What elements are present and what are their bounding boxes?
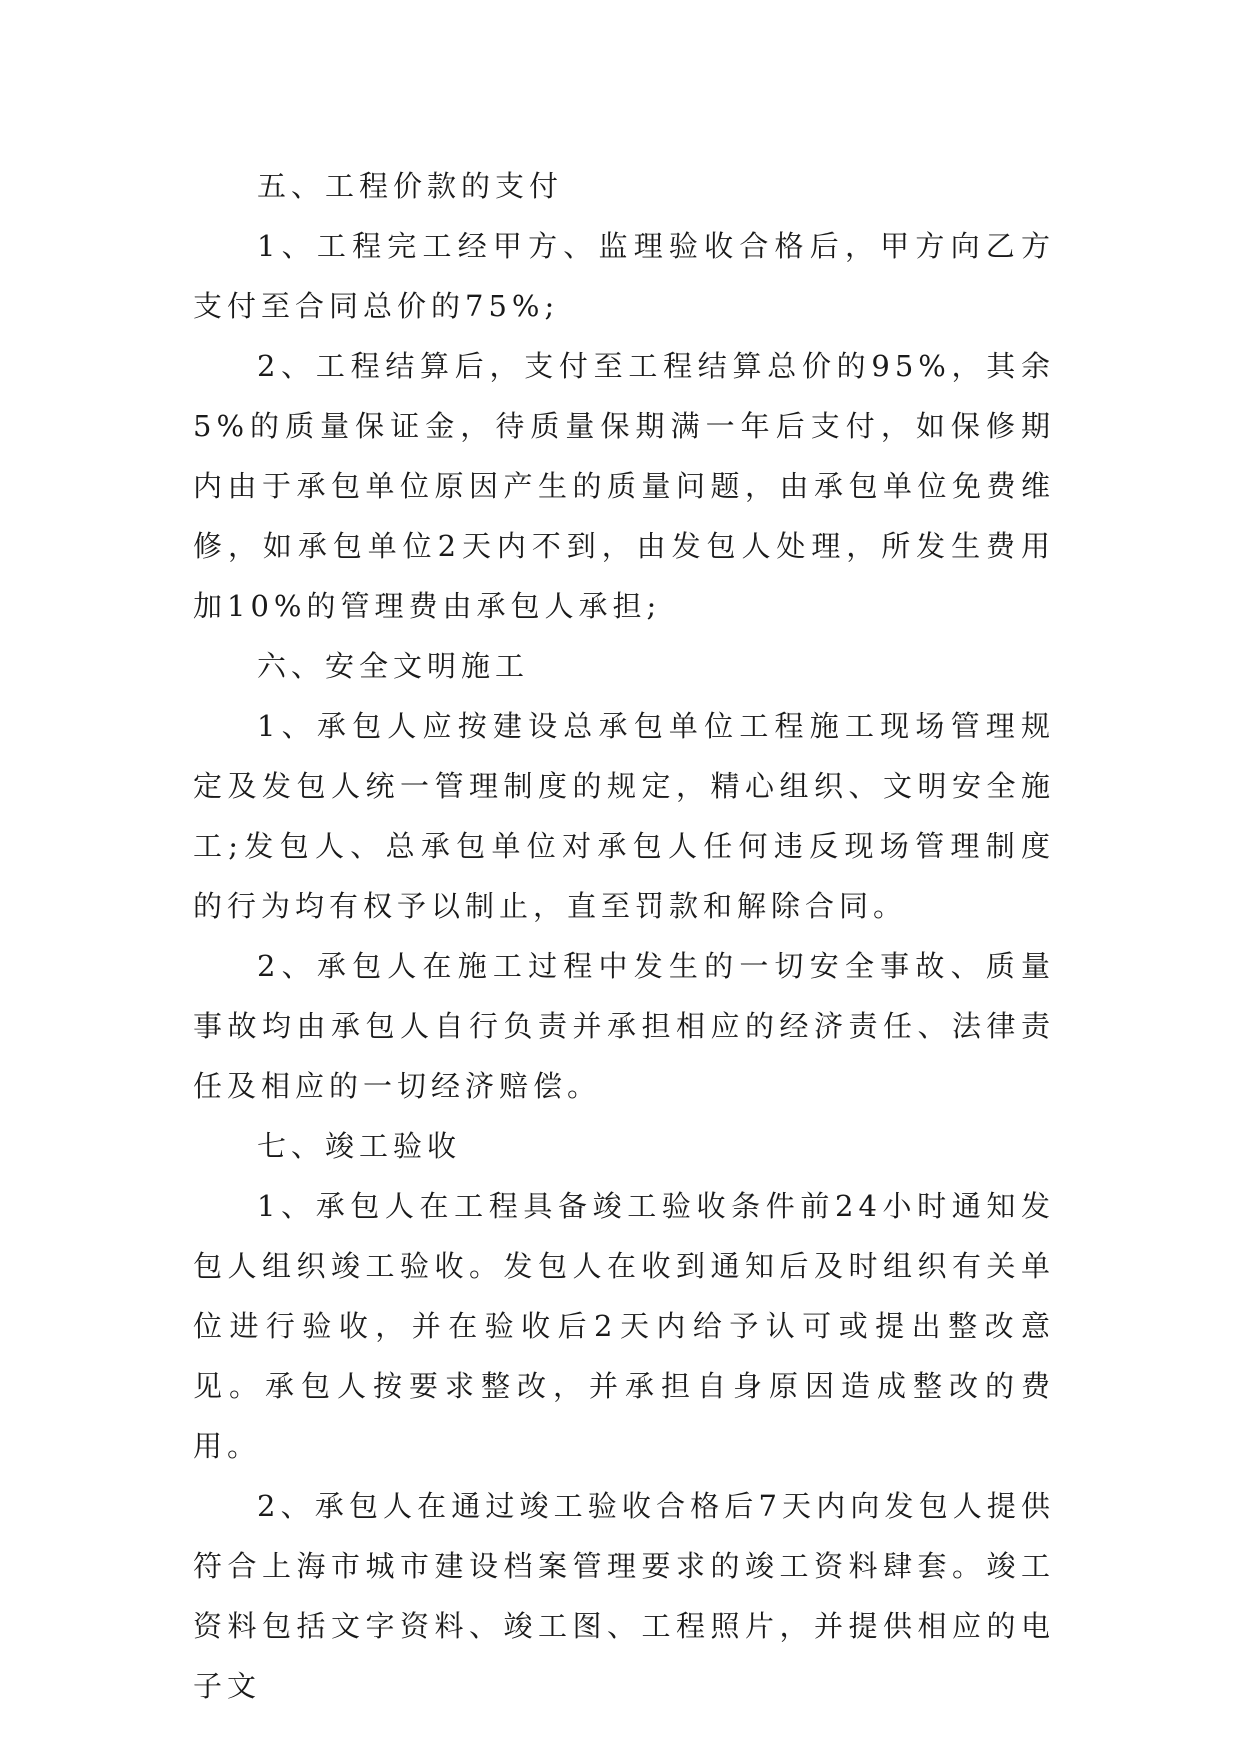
clause-payment-2: 2、工程结算后，支付至工程结算总价的95%，其余5%的质量保证金，待质量保期满一年后支付，如保修期内由于承包单位原因产生的质量问题，由承包单位免费维修，如承包单位2天内不到，由发包人处理，所发生费用加10%的管理费由承包人承担; xyxy=(193,349,1055,623)
clause-payment-1: 1、工程完工经甲方、监理验收合格后，甲方向乙方支付至合同总价的75%; xyxy=(193,229,1055,323)
clause-acceptance-2: 2、承包人在通过竣工验收合格后7天内向发包人提供符合上海市城市建设档案管理要求的竣工资料肆套。竣工资料包括文字资料、竣工图、工程照片，并提供相应的电子文 xyxy=(193,1489,1055,1703)
clause-acceptance-1: 1、承包人在工程具备竣工验收条件前24小时通知发包人组织竣工验收。发包人在收到通知后及时组织有关单位进行验收，并在验收后2天内给予认可或提出整改意见。承包人按要求整改，并承担自身原因造成整改的费用。 xyxy=(193,1189,1055,1463)
section-heading-payment: 五、工程价款的支付 xyxy=(257,169,564,203)
clause-safety-1: 1、承包人应按建设总承包单位工程施工现场管理规定及发包人统一管理制度的规定，精心组织、文明安全施工;发包人、总承包单位对承包人任何违反现场管理制度的行为均有权予以制止，直至罚款和解除合同。 xyxy=(193,709,1055,923)
clause-safety-2: 2、承包人在施工过程中发生的一切安全事故、质量事故均由承包人自行负责并承担相应的经济责任、法律责任及相应的一切经济赔偿。 xyxy=(193,949,1055,1103)
section-heading-acceptance: 七、竣工验收 xyxy=(257,1129,462,1163)
document-body xyxy=(193,156,1055,1716)
section-heading-safety: 六、安全文明施工 xyxy=(257,649,530,683)
